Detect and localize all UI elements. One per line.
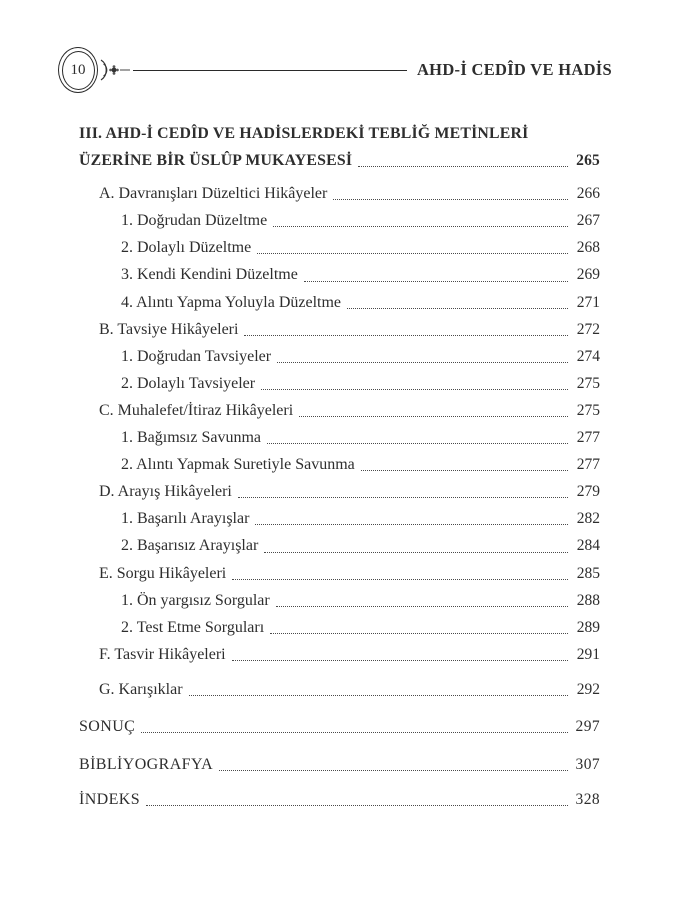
dot-leader bbox=[347, 308, 568, 309]
toc-entry bbox=[79, 676, 600, 703]
dot-leader bbox=[299, 416, 568, 417]
toc-entry bbox=[79, 397, 600, 424]
toc-entry bbox=[79, 343, 600, 370]
dot-leader bbox=[273, 226, 568, 227]
dot-leader bbox=[276, 606, 568, 607]
toc-entry-page: 268 bbox=[576, 239, 600, 257]
dot-leader bbox=[255, 524, 568, 525]
toc-entry bbox=[79, 207, 600, 234]
toc-entry-page: 265 bbox=[576, 152, 600, 170]
toc-entry-page: 277 bbox=[576, 456, 600, 474]
toc-entry bbox=[79, 451, 600, 478]
toc-entry-page: 266 bbox=[576, 185, 600, 203]
toc-entry-page: 282 bbox=[576, 510, 600, 528]
toc-entry-label: 1. Bağımsız Savunma bbox=[121, 429, 261, 447]
toc-entry bbox=[79, 786, 600, 813]
page-number-ornament bbox=[58, 47, 98, 93]
dot-leader bbox=[267, 443, 568, 444]
dot-leader bbox=[277, 362, 568, 363]
toc-entry-label: ÜZERİNE BİR ÜSLÛP MUKAYESESİ bbox=[79, 152, 353, 170]
toc-entry bbox=[79, 713, 600, 740]
toc-entry-label: 2. Alıntı Yapmak Suretiyle Savunma bbox=[121, 456, 355, 474]
toc-entry-label: 1. Doğrudan Düzeltme bbox=[121, 212, 268, 230]
toc-entry bbox=[79, 751, 600, 778]
toc-entry-label: 1. Başarılı Arayışlar bbox=[121, 510, 250, 528]
toc-entry-label: D. Arayış Hikâyeleri bbox=[99, 483, 232, 501]
toc-entry-page: 279 bbox=[576, 483, 600, 501]
toc-entry-page: 277 bbox=[576, 429, 600, 447]
toc-entry-page: 289 bbox=[576, 618, 600, 636]
toc-entry-label: İNDEKS bbox=[79, 791, 141, 809]
toc-entry bbox=[79, 289, 600, 316]
toc-entry-page: 297 bbox=[575, 717, 600, 735]
dot-leader bbox=[238, 497, 568, 498]
dot-leader bbox=[146, 805, 568, 806]
toc-entry-label: G. Karışıklar bbox=[99, 680, 183, 698]
running-title: AHD-İ CEDÎD VE HADİS bbox=[416, 60, 612, 79]
toc-entry-page: 284 bbox=[576, 537, 600, 555]
toc-entry-label: 2. Başarısız Arayışlar bbox=[121, 537, 259, 555]
toc-entry-page: 292 bbox=[576, 680, 600, 698]
toc-entry bbox=[79, 316, 600, 343]
dot-leader bbox=[189, 695, 568, 696]
toc-entry-label: 4. Alıntı Yapma Yoluyla Düzeltme bbox=[121, 293, 342, 311]
toc-entry-page: 271 bbox=[576, 293, 600, 311]
toc-entry-page: 275 bbox=[576, 401, 600, 419]
toc-entry bbox=[79, 560, 600, 587]
toc-entry bbox=[79, 641, 600, 668]
table-of-contents bbox=[0, 93, 681, 813]
flourish-icon bbox=[99, 57, 131, 83]
toc-entry-label: III. AHD-İ CEDÎD VE HADİSLERDEKİ TEBLİĞ METİNLERİ bbox=[79, 125, 529, 142]
dot-leader bbox=[361, 470, 568, 471]
toc-entry-page: 275 bbox=[576, 374, 600, 392]
toc-entry-page: 267 bbox=[576, 212, 600, 230]
dot-leader bbox=[244, 335, 568, 336]
toc-entry bbox=[79, 505, 600, 532]
toc-entry bbox=[79, 614, 600, 641]
toc-entry-label: C. Muhalefet/İtiraz Hikâyeleri bbox=[99, 401, 294, 419]
toc-entry-page: 291 bbox=[576, 645, 600, 663]
toc-entry-page: 269 bbox=[576, 266, 600, 284]
page-number-circle bbox=[58, 47, 98, 93]
page-header bbox=[0, 0, 681, 93]
toc-entry-page: 274 bbox=[576, 347, 600, 365]
toc-entry bbox=[79, 261, 600, 288]
header-rule bbox=[133, 70, 407, 71]
dot-leader bbox=[232, 660, 568, 661]
toc-entry-label: 2. Dolaylı Düzeltme bbox=[121, 239, 252, 257]
toc-entry-label: 1. Ön yargısız Sorgular bbox=[121, 591, 270, 609]
dot-leader bbox=[261, 389, 568, 390]
toc-entry-label: A. Davranışları Düzeltici Hikâyeler bbox=[99, 185, 328, 203]
toc-entry-label: F. Tasvir Hikâyeleri bbox=[99, 645, 226, 663]
toc-entry bbox=[79, 424, 600, 451]
dot-leader bbox=[257, 253, 568, 254]
page-number: 10 bbox=[70, 61, 86, 78]
toc-entry-label: E. Sorgu Hikâyeleri bbox=[99, 564, 227, 582]
toc-entry-page: 288 bbox=[576, 591, 600, 609]
dot-leader bbox=[232, 579, 568, 580]
toc-entry-label: 1. Doğrudan Tavsiyeler bbox=[121, 347, 272, 365]
toc-entry bbox=[79, 147, 600, 174]
toc-entry bbox=[79, 587, 600, 614]
toc-entry-label: SONUÇ bbox=[79, 717, 136, 735]
dot-leader bbox=[270, 633, 568, 634]
toc-entry-page: 328 bbox=[575, 791, 600, 809]
toc-entry-label: 2. Dolaylı Tavsiyeler bbox=[121, 374, 256, 392]
dot-leader bbox=[304, 281, 568, 282]
toc-entry bbox=[79, 478, 600, 505]
toc-entry-label: B. Tavsiye Hikâyeleri bbox=[99, 320, 239, 338]
dot-leader bbox=[333, 199, 568, 200]
toc-entry-page: 307 bbox=[575, 756, 600, 774]
toc-entry bbox=[79, 234, 600, 261]
toc-entry-label: 2. Test Etme Sorguları bbox=[121, 618, 265, 636]
toc-entry-label: BİBLİYOGRAFYA bbox=[79, 756, 214, 774]
toc-entry-label: 3. Kendi Kendini Düzeltme bbox=[121, 266, 298, 284]
toc-entry bbox=[79, 120, 600, 147]
toc-entry bbox=[79, 370, 600, 397]
toc-entry-page: 285 bbox=[576, 564, 600, 582]
toc-entry bbox=[79, 532, 600, 559]
toc-entry bbox=[79, 180, 600, 207]
dot-leader bbox=[141, 732, 568, 733]
dot-leader bbox=[358, 166, 568, 167]
dot-leader bbox=[264, 552, 568, 553]
dot-leader bbox=[219, 770, 568, 771]
toc-entry-page: 272 bbox=[576, 320, 600, 338]
